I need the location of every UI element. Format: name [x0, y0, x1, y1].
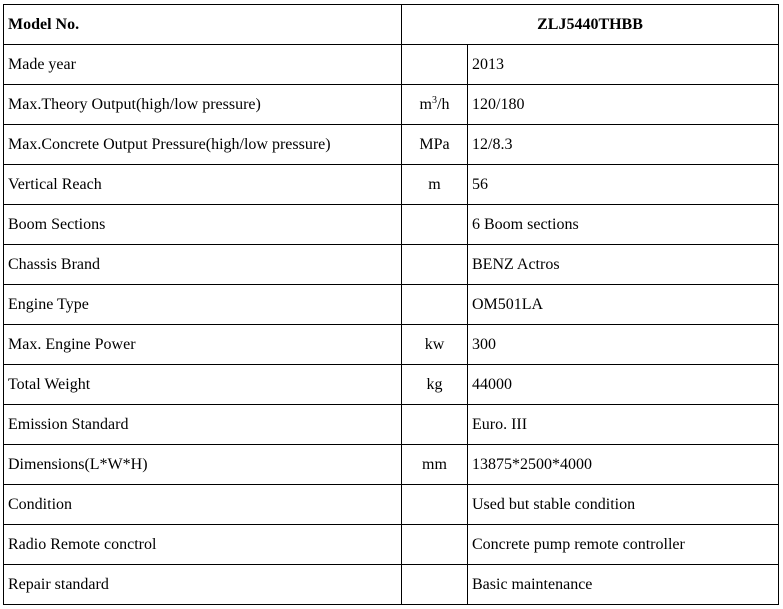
- row-unit: [402, 45, 468, 85]
- row-unit: [402, 405, 468, 445]
- row-label: Made year: [4, 45, 402, 85]
- row-unit: [402, 205, 468, 245]
- row-value: 56: [468, 165, 779, 205]
- row-value: OM501LA: [468, 285, 779, 325]
- table-row: [4, 85, 779, 125]
- row-value: 120/180: [468, 85, 779, 125]
- row-value: 2013: [468, 45, 779, 85]
- row-label: Condition: [4, 485, 402, 525]
- spec-sheet: [3, 4, 778, 605]
- row-label: Repair standard: [4, 565, 402, 605]
- table-row: [4, 45, 779, 85]
- row-unit: [402, 245, 468, 285]
- row-unit: kg: [402, 365, 468, 405]
- row-label: Max.Concrete Output Pressure(high/low pressure): [4, 125, 402, 165]
- row-value: 13875*2500*4000: [468, 445, 779, 485]
- table-row: [4, 285, 779, 325]
- row-label: Max. Engine Power: [4, 325, 402, 365]
- row-unit: [402, 525, 468, 565]
- row-label: Dimensions(L*W*H): [4, 445, 402, 485]
- row-label: Max.Theory Output(high/low pressure): [4, 85, 402, 125]
- table-row: [4, 565, 779, 605]
- row-label: Radio Remote conctrol: [4, 525, 402, 565]
- row-label: Engine Type: [4, 285, 402, 325]
- row-value: 44000: [468, 365, 779, 405]
- table-row: [4, 365, 779, 405]
- model-label: Model No.: [4, 5, 402, 45]
- header-row: [4, 5, 779, 45]
- row-unit: [402, 285, 468, 325]
- row-unit: [402, 485, 468, 525]
- table-row: [4, 485, 779, 525]
- row-label: Chassis Brand: [4, 245, 402, 285]
- row-value: Euro. III: [468, 405, 779, 445]
- row-value: Concrete pump remote controller: [468, 525, 779, 565]
- table-row: [4, 205, 779, 245]
- row-unit: m: [402, 165, 468, 205]
- row-value: 300: [468, 325, 779, 365]
- table-row: [4, 325, 779, 365]
- row-value: Used but stable condition: [468, 485, 779, 525]
- row-unit: MPa: [402, 125, 468, 165]
- row-unit: [402, 565, 468, 605]
- table-row: [4, 165, 779, 205]
- row-unit: kw: [402, 325, 468, 365]
- unit-superscript: 3: [432, 94, 437, 106]
- row-unit: [402, 85, 468, 125]
- row-label: Emission Standard: [4, 405, 402, 445]
- row-label: Total Weight: [4, 365, 402, 405]
- row-unit: mm: [402, 445, 468, 485]
- spec-table: [3, 4, 779, 605]
- row-value: 12/8.3: [468, 125, 779, 165]
- row-label: Vertical Reach: [4, 165, 402, 205]
- table-row: [4, 125, 779, 165]
- row-value: BENZ Actros: [468, 245, 779, 285]
- model-value: ZLJ5440THBB: [402, 5, 779, 45]
- table-row: [4, 445, 779, 485]
- row-value: Basic maintenance: [468, 565, 779, 605]
- table-row: [4, 245, 779, 285]
- table-row: [4, 525, 779, 565]
- table-row: [4, 405, 779, 445]
- row-label: Boom Sections: [4, 205, 402, 245]
- unit-base: m: [419, 95, 432, 113]
- unit-tail: /h: [437, 95, 450, 113]
- row-value: 6 Boom sections: [468, 205, 779, 245]
